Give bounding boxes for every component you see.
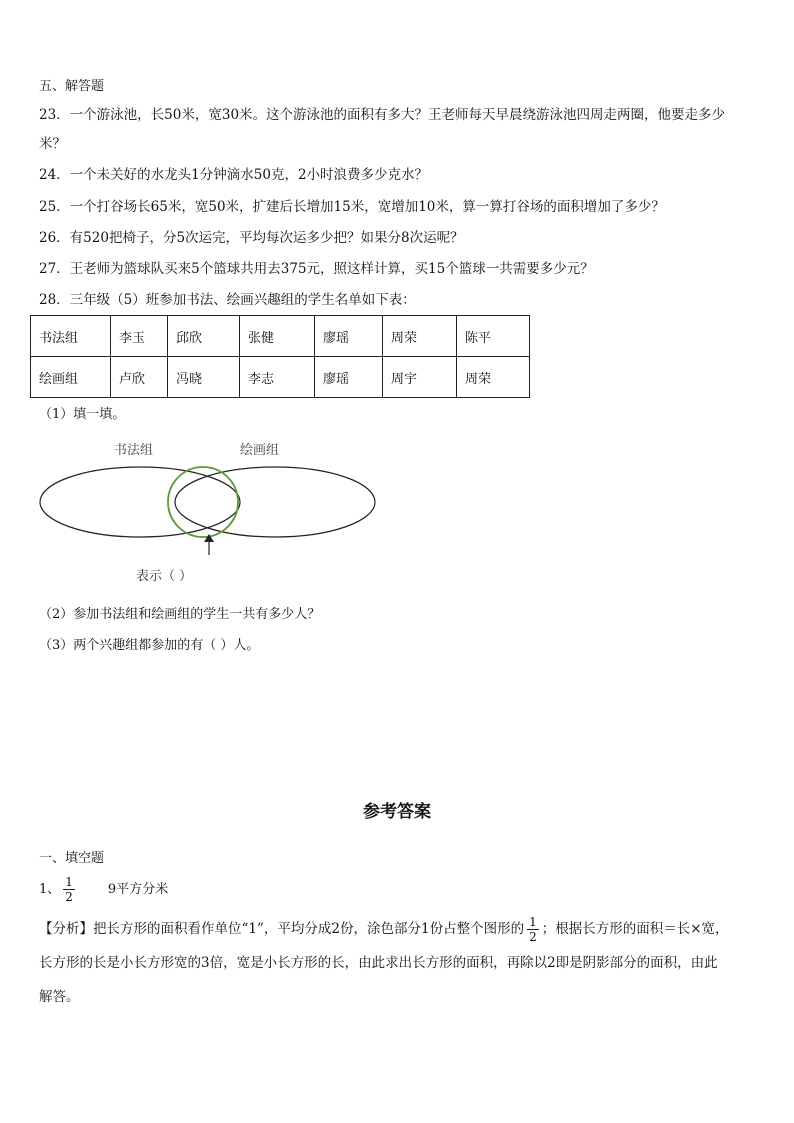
venn-right-ellipse — [175, 467, 375, 537]
table-cell: 李志 — [240, 357, 315, 398]
analysis-line-2: 长方形的长是小长方形宽的3倍，宽是小长方形的长，由此求出长方形的面积，再除以2即是阴影部分的面积，由此 — [39, 955, 718, 971]
table-cell: 周荣 — [383, 316, 457, 357]
answers-title: 参考答案 — [363, 802, 431, 822]
table-row — [31, 316, 530, 357]
fraction-denominator: 2 — [65, 890, 73, 904]
table-cell: 冯晓 — [168, 357, 240, 398]
table-cell: 书法组 — [31, 316, 111, 357]
table-cell: 绘画组 — [31, 357, 111, 398]
table-cell: 卢欣 — [111, 357, 168, 398]
question-23-line1: 23．一个游泳池，长50米，宽30米。这个游泳池的面积有多大？王老师每天早晨绕游泳池四周走两圈，他要走多少 — [39, 107, 726, 123]
answer-1-value: 9平方分米 — [107, 882, 169, 897]
fraction-denominator: 2 — [529, 930, 537, 944]
venn-diagram — [38, 430, 383, 555]
table-cell: 邱欣 — [168, 316, 240, 357]
answers-section-heading: 一、填空题 — [39, 851, 105, 866]
table-cell: 周荣 — [457, 357, 530, 398]
part-1-label: （1）填一填。 — [39, 407, 126, 422]
venn-pointer-text: 表示（ ） — [136, 569, 193, 584]
venn-left-ellipse — [40, 467, 240, 537]
section-heading: 五、解答题 — [39, 79, 105, 94]
venn-left-label: 书法组 — [114, 443, 154, 458]
answer-1-fraction — [63, 875, 75, 904]
student-roster-table — [30, 315, 530, 398]
answer-1-prefix: 1、 — [39, 882, 61, 897]
table-cell: 李玉 — [111, 316, 168, 357]
part-3-label: （3）两个兴趣组都参加的有（ ）人。 — [39, 638, 260, 653]
question-24: 24．一个未关好的水龙头1分钟滴水50克，2小时浪费多少克水？ — [39, 167, 429, 183]
question-25: 25．一个打谷场长65米，宽50米，扩建后长增加15米，宽增加10米，算一算打谷场的面积增加了多少？ — [39, 199, 665, 215]
analysis-text-2: ；根据长方形的面积＝长×宽， — [541, 921, 729, 937]
analysis-fraction — [527, 915, 539, 944]
table-row — [31, 357, 530, 398]
question-26: 26．有520把椅子，分5次运完，平均每次运多少把？如果分8次运呢？ — [39, 230, 464, 246]
question-27: 27．王老师为篮球队买来5个篮球共用去375元，照这样计算，买15个篮球一共需要多少元？ — [39, 261, 594, 277]
analysis-paragraph — [39, 912, 759, 1014]
answer-1 — [39, 874, 168, 906]
analysis-line-3: 解答。 — [39, 989, 80, 1005]
part-2-label: （2）参加书法组和绘画组的学生一共有多少人？ — [39, 607, 321, 622]
analysis-text-1: 【分析】把长方形的面积看作单位“1”，平均分成2份，涂色部分1份占整个图形的 — [39, 921, 525, 937]
question-28: 28．三年级（5）班参加书法、绘画兴趣组的学生名单如下表： — [39, 292, 416, 308]
table-cell: 廖瑶 — [315, 357, 383, 398]
table-cell: 周宇 — [383, 357, 457, 398]
table-cell: 张健 — [240, 316, 315, 357]
fraction-numerator: 1 — [529, 915, 537, 929]
venn-right-label: 绘画组 — [240, 443, 280, 458]
table-cell: 陈平 — [457, 316, 530, 357]
analysis-line-1 — [39, 912, 759, 946]
fraction-numerator: 1 — [65, 875, 73, 889]
table-cell: 廖瑶 — [315, 316, 383, 357]
question-23-line2: 米？ — [39, 136, 66, 152]
